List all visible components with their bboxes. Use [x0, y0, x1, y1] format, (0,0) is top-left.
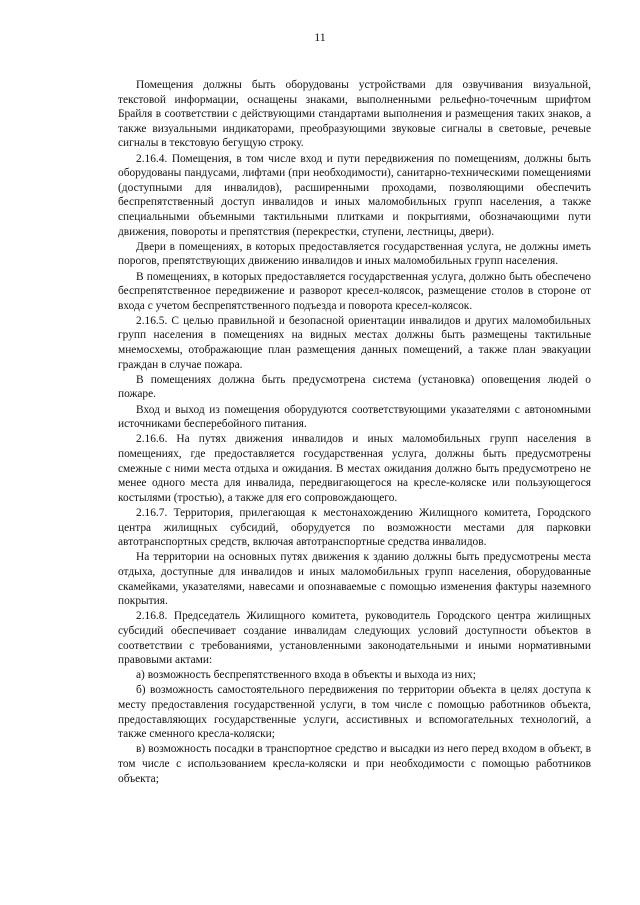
- paragraph-accessibility-devices: Помещения должны быть оборудованы устройствами для озвучивания визуальной, текстовой информации, оснащены знаками, выполненными рельефно-точечным шрифтом Брайля в соответствии с действующими стандартами выполнения и размещения таких знаков, а также визуальными индикаторами, преобразующими звуковые сигналы в световые, речевые сигналы в текстовую бегущую строку.: [118, 79, 591, 150]
- list-item-v: в) возможность посадки в транспортное средство и высадки из него перед входом в объект, в том числе с использованием кресла-коляски и при необходимости с помощью работников объекта;: [118, 743, 591, 785]
- list-item-a: а) возможность беспрепятственного входа в объекты и выхода из них;: [136, 669, 476, 682]
- document-body: [118, 78, 591, 786]
- paragraph-2-16-8: 2.16.8. Председатель Жилищного комитета, руководитель Городского центра жилищных субсидий обеспечивает создание инвалидам следующих условий доступности объектов в соответствии с требованиями, установленными законодательными и иными нормативными правовыми актами:: [118, 610, 591, 667]
- paragraph-2-16-6: 2.16.6. На путях движения инвалидов и иных маломобильных групп населения в помещениях, где предоставляется государственная услуга, должны быть предусмотрены смежные с ними места отдыха и ожидания. В местах ожидания должно быть предусмотрено не менее одного места для инвалида, передвигающегося на кресле-коляске или пользующегося костылями (тростью), а также для его сопровождающего.: [118, 433, 591, 504]
- paragraph-2-16-7: 2.16.7. Территория, прилегающая к местонахождению Жилищного комитета, Городского центра жилищных субсидий, оборудуется по возможности местами для парковки автотранспортных средств, включая автотранспортные средства инвалидов.: [118, 506, 591, 549]
- paragraph-2-16-5: 2.16.5. С целью правильной и безопасной ориентации инвалидов и других маломобильных групп населения в помещениях на видных местах должны быть размещены тактильные мнемосхемы, отображающие план размещения данных помещений, а также план эвакуации граждан в случае пожара.: [118, 314, 591, 371]
- page-number: 11: [314, 30, 326, 44]
- paragraph-doors: Двери в помещениях, в которых предоставляется государственная услуга, не должны иметь порогов, препятствующих движению инвалидов и иных маломобильных групп населения.: [118, 240, 591, 268]
- paragraph-exit-signs: Вход и выход из помещения оборудуются соответствующими указателями с автономными источниками бесперебойного питания.: [118, 403, 591, 431]
- paragraph-2-16-4: 2.16.4. Помещения, в том числе вход и пути передвижения по помещениям, должны быть оборудованы пандусами, лифтами (при необходимости), санитарно-техническими помещениями (доступными для инвалидов), расширенными проходами, позволяющими обеспечить беспрепятственный доступ инвалидов и иных маломобильных групп населения, а также специальными объемными тактильными плитками и покрытиями, обозначающими пути движения, повороты и препятствия (перекрестки, ступени, лестницы, двери).: [118, 152, 591, 238]
- paragraph-fire-alarm: В помещениях должна быть предусмотрена система (установка) оповещения людей о пожаре.: [118, 373, 591, 401]
- paragraph-rest-places: На территории на основных путях движения к зданию должны быть предусмотрены места отдыха, доступные для инвалидов и иных маломобильных групп населения, оборудованные скамейками, указателями, навесами и опознаваемые с помощью изменения фактуры наземного покрытия.: [118, 551, 591, 608]
- paragraph-wheelchair-movement: В помещениях, в которых предоставляется государственная услуга, должно быть обеспечено беспрепятственное передвижение и разворот кресел-колясок, размещение столов в стороне от входа с учетом беспрепятственного подъезда и поворота кресел-колясок.: [118, 270, 591, 312]
- list-item-b: б) возможность самостоятельного передвижения по территории объекта в целях доступа к месту предоставления государственной услуги, в том числе с помощью работников объекта, предоставляющих государственные услуги, ассистивных и вспомогательных технологий, а также сменного кресла-коляски;: [118, 684, 591, 741]
